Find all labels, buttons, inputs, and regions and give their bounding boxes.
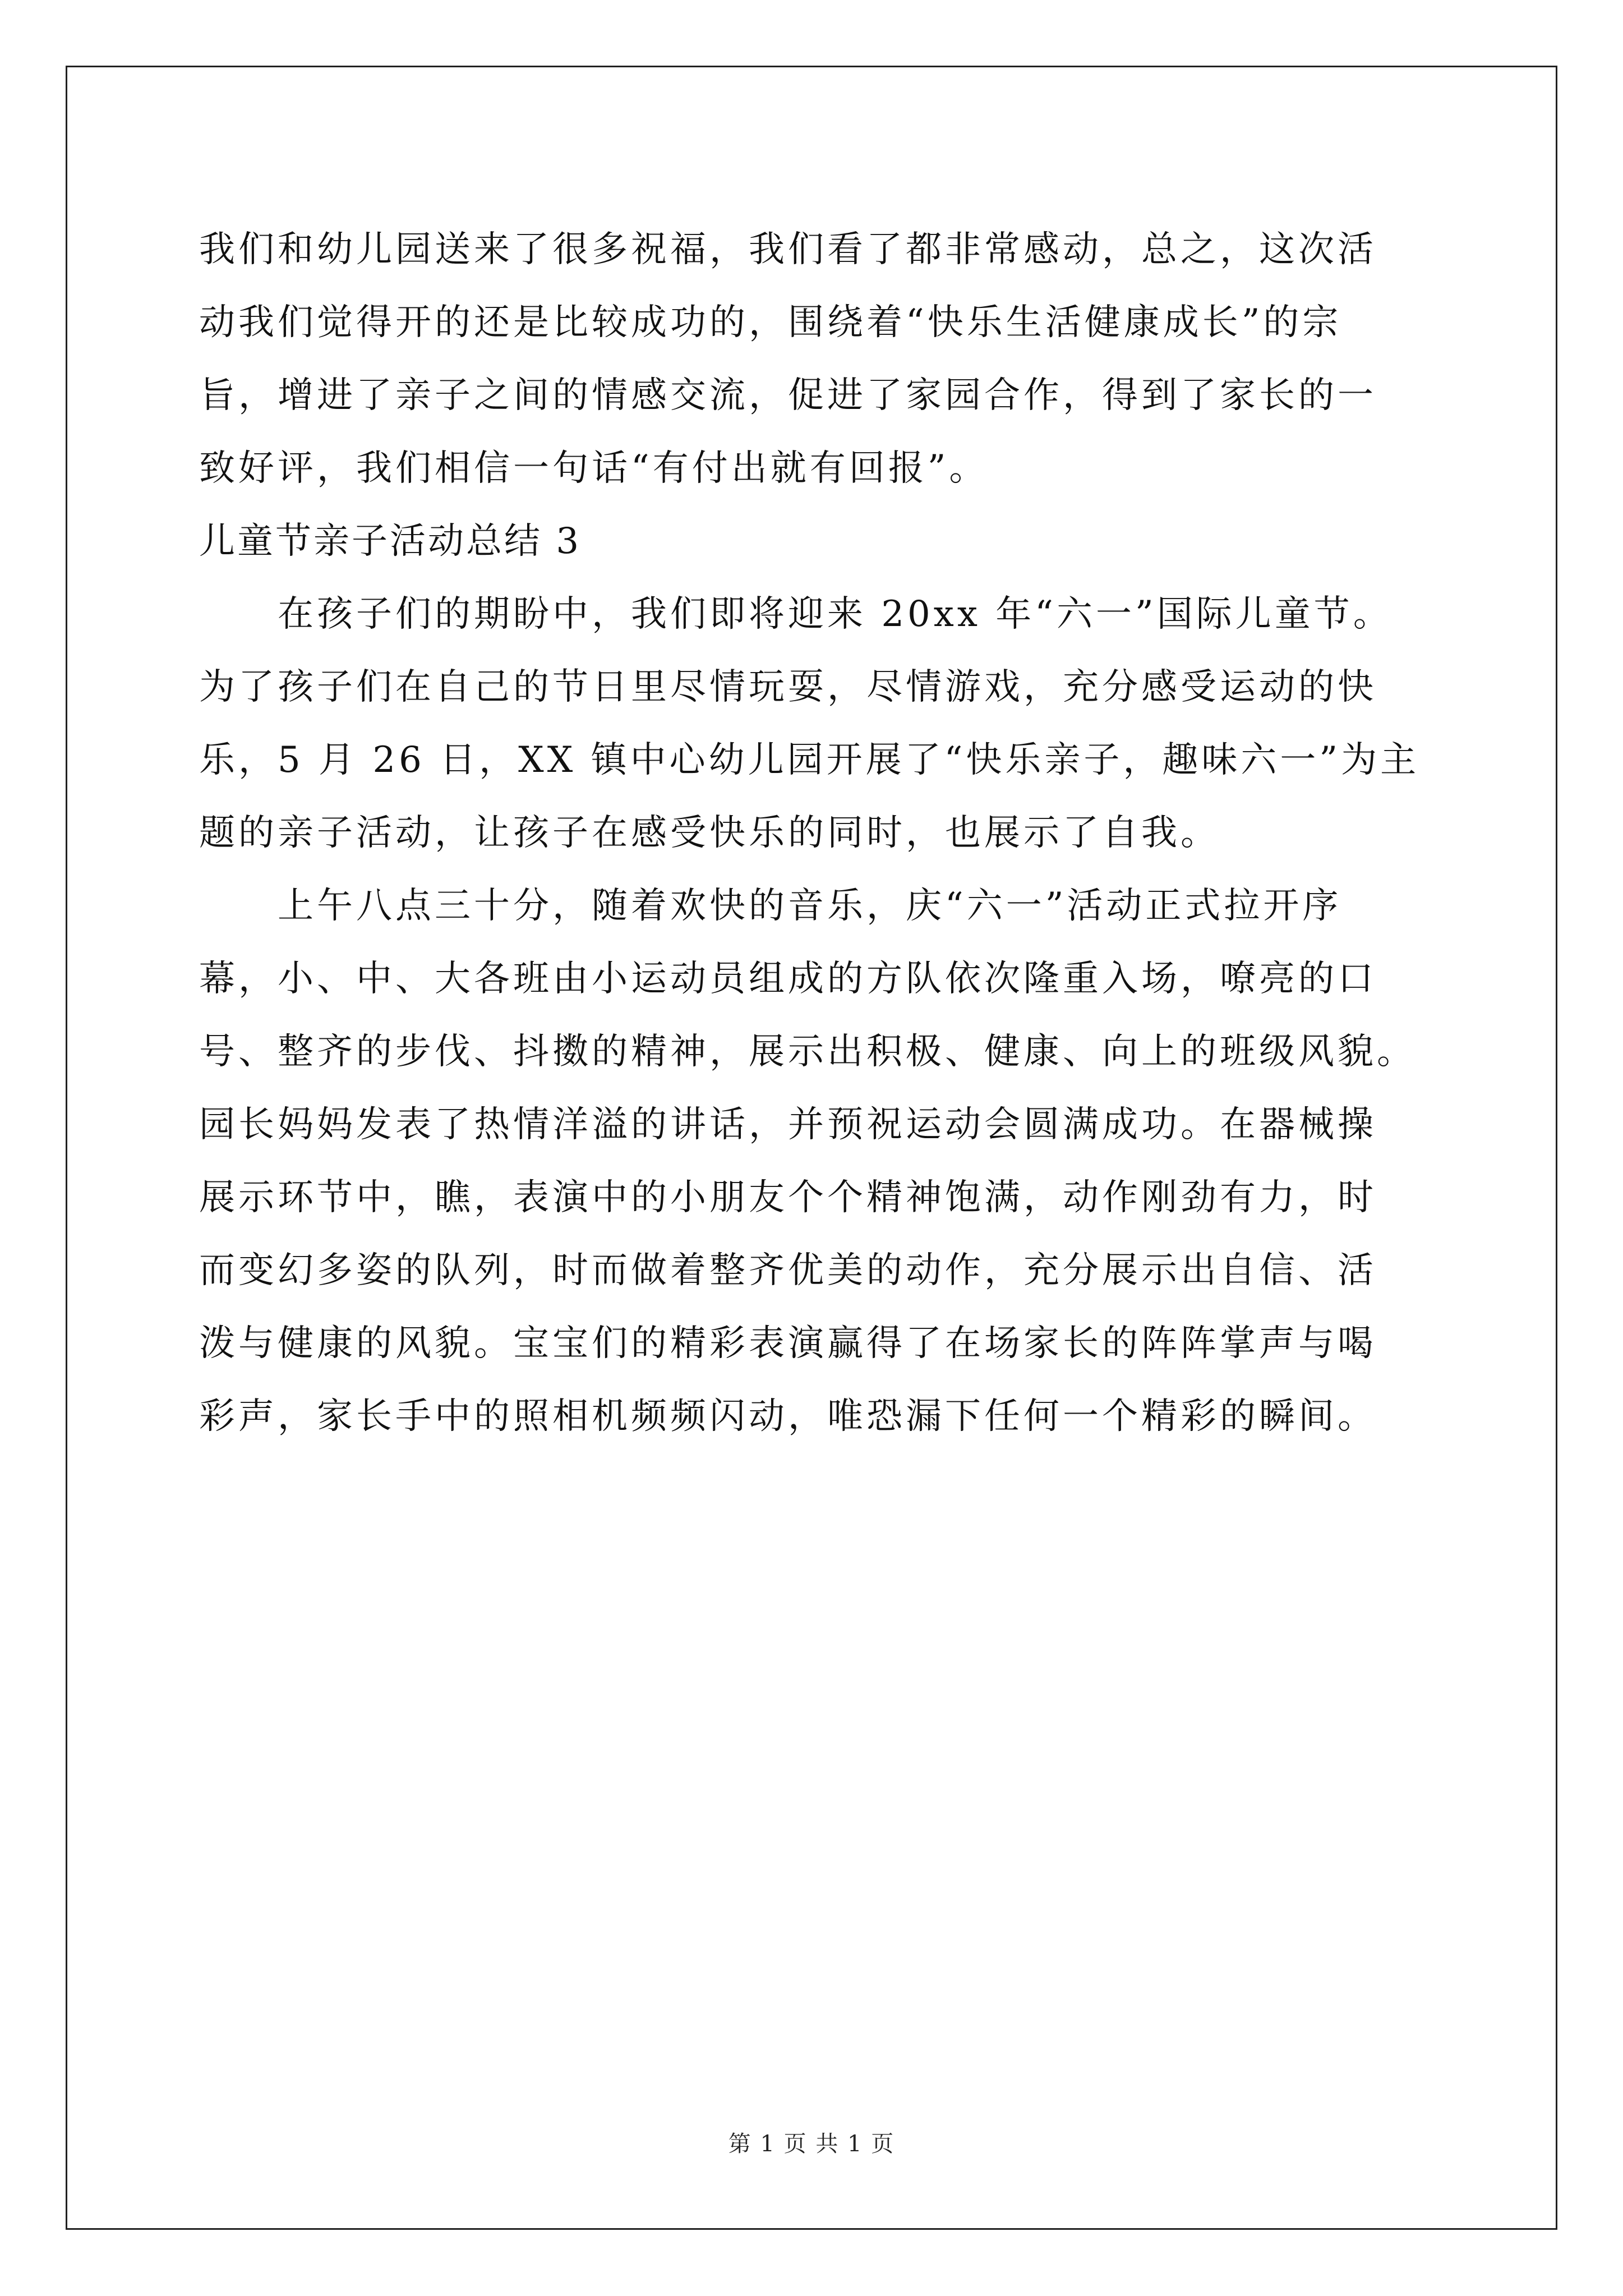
page-footer: 第 1 页 共 1 页 (728, 2131, 895, 2157)
body-line: 旨，增进了亲子之间的情感交流，促进了家园合作，得到了家长的一 (199, 375, 1377, 416)
body-line: 号、整齐的步伐、抖擞的精神，展示出积极、健康、向上的班级风貌。 (199, 1031, 1416, 1073)
paragraph-first-line: 在孩子们的期盼中，我们即将迎来 20xx 年“六一”国际儿童节。 (278, 593, 1393, 635)
section-heading: 儿童节亲子活动总结 3 (199, 521, 582, 562)
body-line: 为了孩子们在自己的节日里尽情玩耍，尽情游戏，充分感受运动的快 (199, 666, 1377, 708)
body-line: 展示环节中，瞧，表演中的小朋友个个精神饱满，动作刚劲有力，时 (199, 1177, 1377, 1218)
body-line: 幕，小、中、大各班由小运动员组成的方队依次隆重入场，嘹亮的口 (199, 958, 1377, 1000)
paragraph-first-line: 上午八点三十分，随着欢快的音乐，庆“六一”活动正式拉开序 (278, 885, 1342, 927)
body-line: 我们和幼儿园送来了很多祝福，我们看了都非常感动，总之，这次活 (199, 229, 1377, 270)
body-line: 泼与健康的风貌。宝宝们的精彩表演赢得了在场家长的阵阵掌声与喝 (199, 1323, 1377, 1364)
body-line: 动我们觉得开的还是比较成功的，围绕着“快乐生活健康成长”的宗 (199, 302, 1342, 343)
document-body (199, 213, 1433, 1453)
body-line: 彩声，家长手中的照相机频频闪动，唯恐漏下任何一个精彩的瞬间。 (199, 1396, 1377, 1437)
body-line: 乐，5 月 26 日，XX 镇中心幼儿园开展了“快乐亲子，趣味六一”为主 (199, 739, 1420, 781)
body-line: 题的亲子活动，让孩子在感受快乐的同时，也展示了自我。 (199, 812, 1220, 854)
body-line: 而变幻多姿的队列，时而做着整齐优美的动作，充分展示出自信、活 (199, 1250, 1377, 1291)
body-line: 园长妈妈发表了热情洋溢的讲话，并预祝运动会圆满成功。在器械操 (199, 1104, 1377, 1145)
body-line: 致好评，我们相信一句话“有付出就有回报”。 (199, 448, 989, 489)
